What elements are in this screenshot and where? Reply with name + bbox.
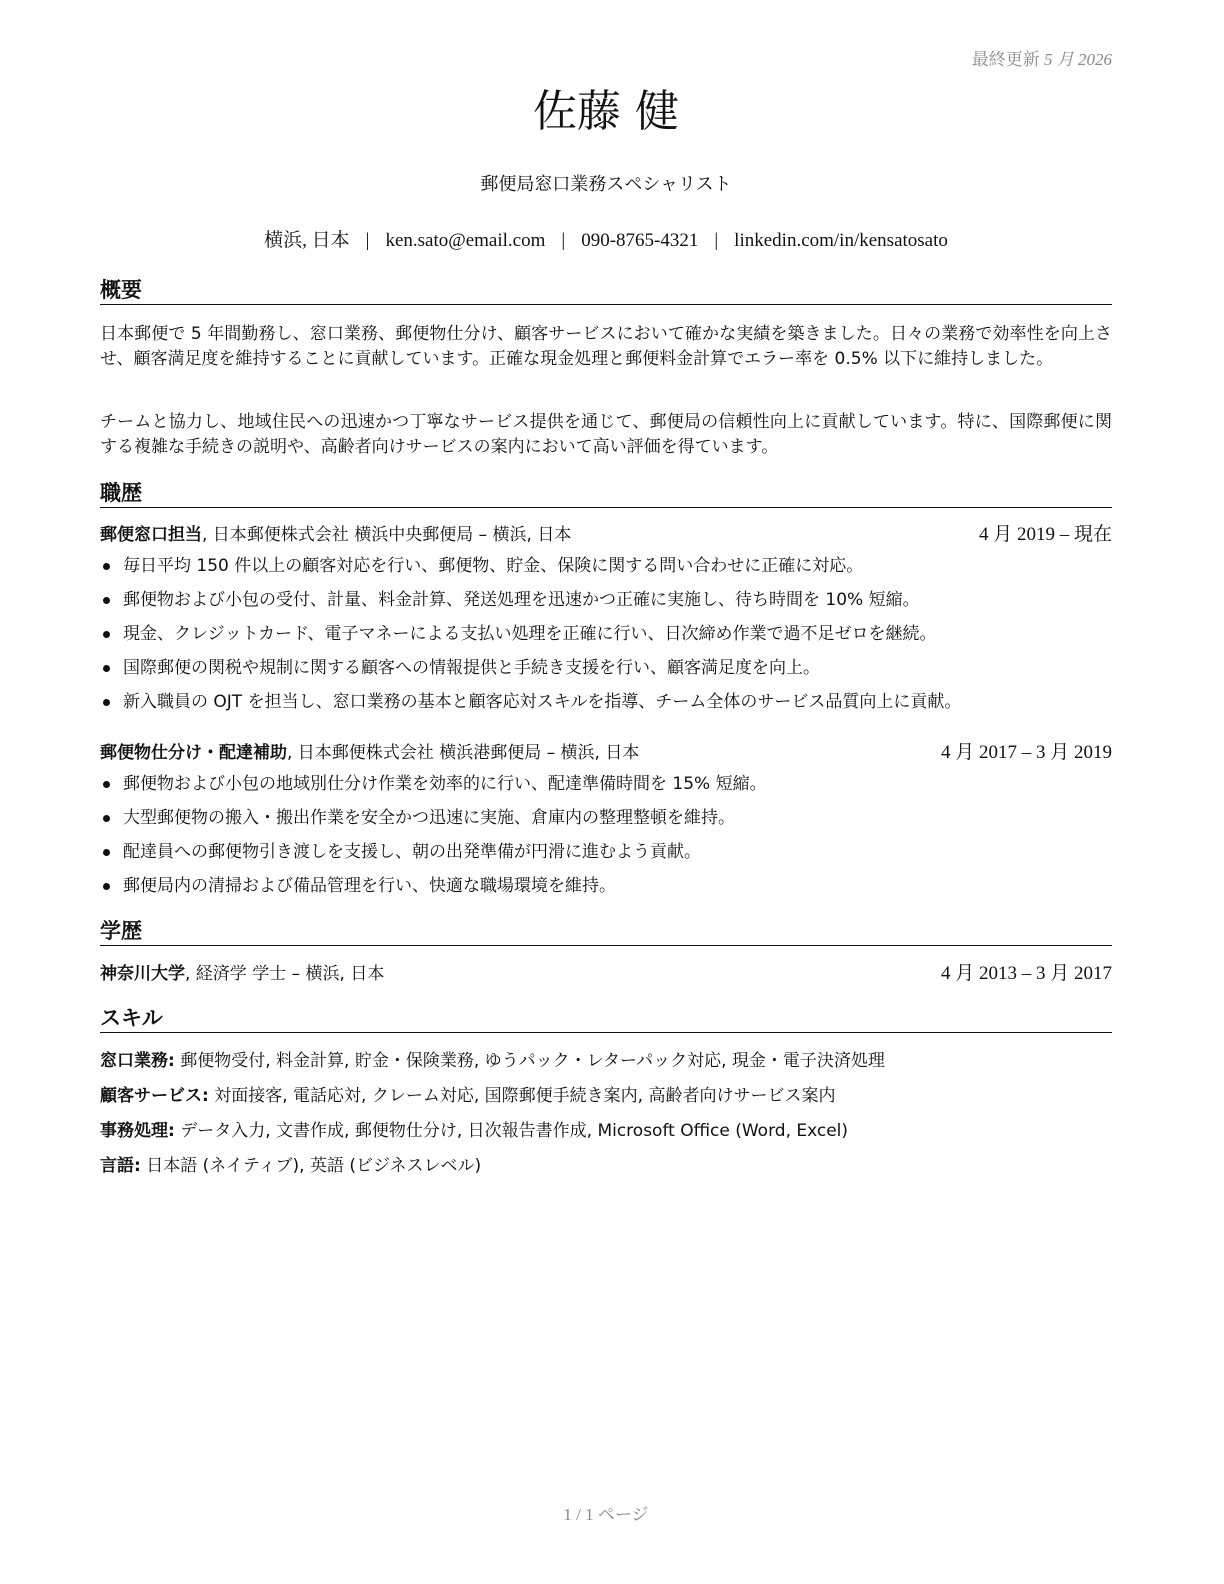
job-header (100, 522, 1112, 548)
contact-separator: | (714, 230, 719, 251)
contact-location: 横浜, 日本 (264, 230, 350, 251)
summary-paragraph: チームと協力し、地域住民への迅速かつ丁寧なサービス提供を通じて、郵便局の信頼性向上に貢献しています。特に、国際郵便に関する複雑な手続きの説明や、高齢者向けサービスの案内において高い評価を得ています。 (100, 412, 1112, 457)
list-item: 毎日平均 150 件以上の顧客対応を行い、郵便物、貯金、保険に関する問い合わせに正確に対応。 (100, 553, 1112, 587)
job-org: , 日本郵便株式会社 横浜中央郵便局 – 横浜, 日本 (202, 525, 572, 545)
contact-linkedin[interactable]: linkedin.com/in/kensatosato (734, 230, 948, 251)
contact-email[interactable]: ken.sato@email.com (385, 230, 546, 251)
contact-phone[interactable]: 090-8765-4321 (581, 230, 699, 251)
section-heading-experience: 職歴 (100, 480, 1112, 508)
skill-value: 日本語 (ネイティブ), 英語 (ビジネスレベル) (140, 1156, 482, 1176)
skill-value: 対面接客, 電話応対, クレーム対応, 国際郵便手続き案内, 高齢者向けサービス案内 (208, 1086, 836, 1106)
last-updated (972, 45, 1112, 70)
skill-label: 顧客サービス: (100, 1086, 209, 1106)
section-heading-education: 学歴 (100, 918, 1112, 946)
job-bullets (100, 771, 1112, 907)
contact-line (100, 225, 1112, 252)
skill-value: データ入力, 文書作成, 郵便物仕分け, 日次報告書作成, Microsoft Office (Word, Excel) (174, 1121, 849, 1141)
list-item: 郵便物および小包の受付、計量、料金計算、発送処理を迅速かつ正確に実施し、待ち時間を 10% 短縮。 (100, 587, 1112, 621)
contact-separator: | (561, 230, 566, 251)
contact-separator: | (365, 230, 370, 251)
job-org: , 日本郵便株式会社 横浜港郵便局 – 横浜, 日本 (287, 743, 640, 763)
page-indicator: 1 / 1 ページ (563, 1505, 649, 1524)
candidate-name: 佐藤 健 (533, 86, 679, 137)
candidate-title: 郵便局窓口業務スペシャリスト (480, 174, 732, 195)
skill-label: 窓口業務: (100, 1051, 175, 1071)
skill-line (100, 1118, 1112, 1144)
section-heading-summary: 概要 (100, 277, 1112, 305)
job-bullets (100, 553, 1112, 723)
summary-paragraph: 日本郵便で 5 年間勤務し、窓口業務、郵便物仕分け、顧客サービスにおいて確かな実績を築きました。日々の業務で効率性を向上させ、顧客満足度を維持することに貢献しています。正確な現金処理と郵便料金計算でエラー率を 0.5% 以下に維持しました。 (100, 324, 1112, 369)
last-updated-date: 5 月 2026 (1044, 50, 1112, 69)
skill-line (100, 1048, 1112, 1074)
education-detail: , 経済学 学士 – 横浜, 日本 (185, 964, 385, 984)
job-role: 郵便物仕分け・配達補助 (100, 743, 287, 763)
list-item: 郵便局内の清掃および備品管理を行い、快適な職場環境を維持。 (100, 873, 1112, 907)
list-item: 配達員への郵便物引き渡しを支援し、朝の出発準備が円滑に進むよう貢献。 (100, 839, 1112, 873)
job-header (100, 740, 1112, 766)
skill-label: 事務処理: (100, 1121, 175, 1141)
education-school: 神奈川大学 (100, 964, 185, 984)
resume-page (100, 0, 1112, 1584)
list-item: 新入職員の OJT を担当し、窓口業務の基本と顧客応対スキルを指導、チーム全体のサービス品質向上に貢献。 (100, 689, 1112, 723)
skill-line (100, 1153, 1112, 1179)
list-item: 現金、クレジットカード、電子マネーによる支払い処理を正確に行い、日次締め作業で過不足ゼロを継続。 (100, 621, 1112, 655)
last-updated-label: 最終更新 (971, 50, 1040, 69)
education-dates: 4 月 2013 – 3 月 2017 (940, 963, 1112, 984)
job-dates: 4 月 2017 – 3 月 2019 (940, 742, 1112, 763)
education-entry (100, 961, 1112, 987)
list-item: 国際郵便の関税や規制に関する顧客への情報提供と手続き支援を行い、顧客満足度を向上。 (100, 655, 1112, 689)
list-item: 郵便物および小包の地域別仕分け作業を効率的に行い、配達準備時間を 15% 短縮。 (100, 771, 1112, 805)
job-role: 郵便窓口担当 (100, 525, 202, 545)
skill-label: 言語: (100, 1156, 141, 1176)
skill-value: 郵便物受付, 料金計算, 貯金・保険業務, ゆうパック・レターパック対応, 現金・電子決済処理 (174, 1051, 885, 1071)
section-heading-skills: スキル (100, 1005, 1112, 1033)
job-dates: 4 月 2019 – 現在 (978, 524, 1112, 545)
skill-line (100, 1083, 1112, 1109)
list-item: 大型郵便物の搬入・搬出作業を安全かつ迅速に実施、倉庫内の整理整頓を維持。 (100, 805, 1112, 839)
